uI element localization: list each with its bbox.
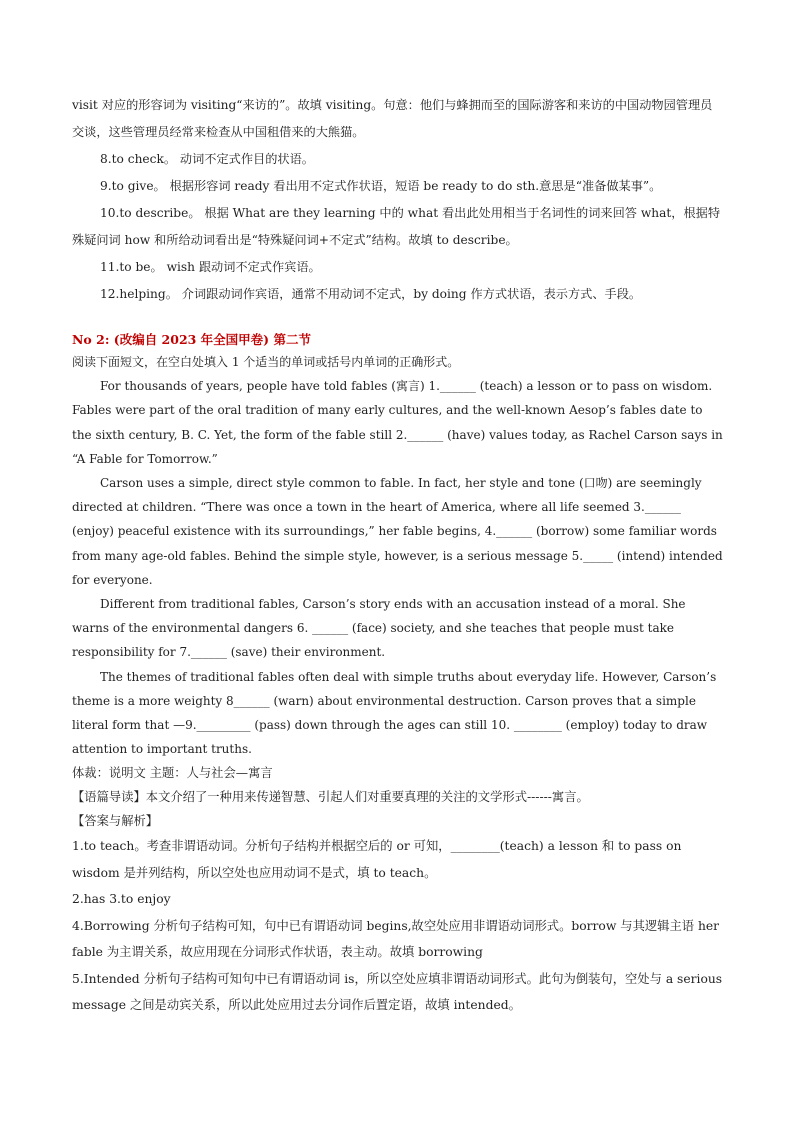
answer-5: 5.Intended 分析句子结构可知句中已有谓语动词 is，所以空处应填非谓语动词形式。此句为倒装句，空处与 a serious message 之间是动宾关系，所以此处应用过去分词作后置定语，故填 intended。 — [72, 971, 723, 1013]
instruction: 阅读下面短文，在空白处填入 1 个适当的单词或括号内单词的正确形式。 — [72, 355, 460, 369]
solution-8: 8.to check。 动词不定式作目的状语。 — [100, 152, 314, 166]
solution-visiting: visit 对应的形容词为 visiting“来访的”。故填 visiting。句意：他们与蜂拥而至的国际游客和来访的中国动物园管理员交谈，这些管理员经常来检查从中国租借来的大熊猫。 — [72, 98, 713, 139]
solution-10: 10.to describe。 根据 What are they learning 中的 what 看出此处用相当于名词性的词来回答 what，根据特殊疑问词 how 和所给动词看出是“特殊疑问词+不定式”结构。故填 to describe。 — [72, 206, 721, 247]
solution-9: 9.to give。 根据形容词 ready 看出用不定式作状语，短语 be ready to do sth.意思是“准备做某事”。 — [100, 179, 662, 193]
passage-paragraph-2: Carson uses a simple, direct style common to fable. In fact, her style and tone (口吻) are seemingly directed at children. “There was once a town in the heart of America, where all life seemed 3.______ (enjoy) peaceful existence with its surroundings,” her fable begins, 4.______ (borrow) some familiar words from many age-old fables. Behind the simple style, however, is a serious message 5._____ (intend) intended for everyone. — [72, 476, 723, 587]
answer-1: 1.to teach。考查非谓语动词。分析句子结构并根据空后的 or 可知，________(teach) a lesson 和 to pass on wisdom 是并列结构，所以空处也应用动词不是式，填 to teach。 — [72, 839, 682, 880]
answer-4: 4.Borrowing 分析句子结构可知，句中已有谓语动词 begins,故空处应用非谓语动词形式。borrow 与其逻辑主语 her fable 为主谓关系，故应用现在分词形式作状语，表主动。故填 borrowing — [72, 918, 720, 960]
answers-title: 【答案与解析】 — [72, 814, 159, 829]
passage-block — [72, 350, 724, 761]
solution-11: 11.to be。 wish 跟动词不定式作宾语。 — [100, 260, 321, 274]
text-intro: 【语篇导读】本文介绍了一种用来传递智慧、引起人们对重要真理的关注的文学形式------寓言。 — [72, 790, 589, 805]
document-page — [72, 92, 724, 1019]
passage-paragraph-1: For thousands of years, people have told fables (寓言) 1.______ (teach) a lesson or to pass on wisdom. Fables were part of the oral tradition of many early cultures, and the well-known Aesop’s fables date to the sixth century, B. C. Yet, the form of the fable still 2.______ (have) values today, as Rachel Carson says in “A Fable for Tomorrow.” — [72, 379, 723, 466]
solution-12: 12.helping。 介词跟动词作宾语，通常不用动词不定式，by doing 作方式状语，表示方式、手段。 — [100, 287, 642, 301]
genre-theme: 体裁：说明文 主题：人与社会—寓言 — [72, 766, 273, 781]
section-heading: No 2: (改编自 2023 年全国甲卷) 第二节 — [72, 332, 311, 347]
passage-paragraph-4: The themes of traditional fables often deal with simple truths about everyday life. However, Carson’s theme is a more weighty 8______ (warn) about environmental destruction. Carson proves that a simple literal form that —9._________ (pass) down through the ages can still 10. ________ (employ) today to draw attention to important truths. — [72, 669, 717, 757]
solutions-part1 — [72, 92, 724, 308]
answer-block — [72, 761, 724, 1019]
answer-2-3: 2.has 3.to enjoy — [72, 892, 171, 907]
passage-paragraph-3: Different from traditional fables, Carson’s story ends with an accusation instead of a moral. She warns of the environmental dangers 6. ______ (face) society, and she teaches that people must take responsibility for 7.______ (save) their environment. — [72, 597, 686, 660]
